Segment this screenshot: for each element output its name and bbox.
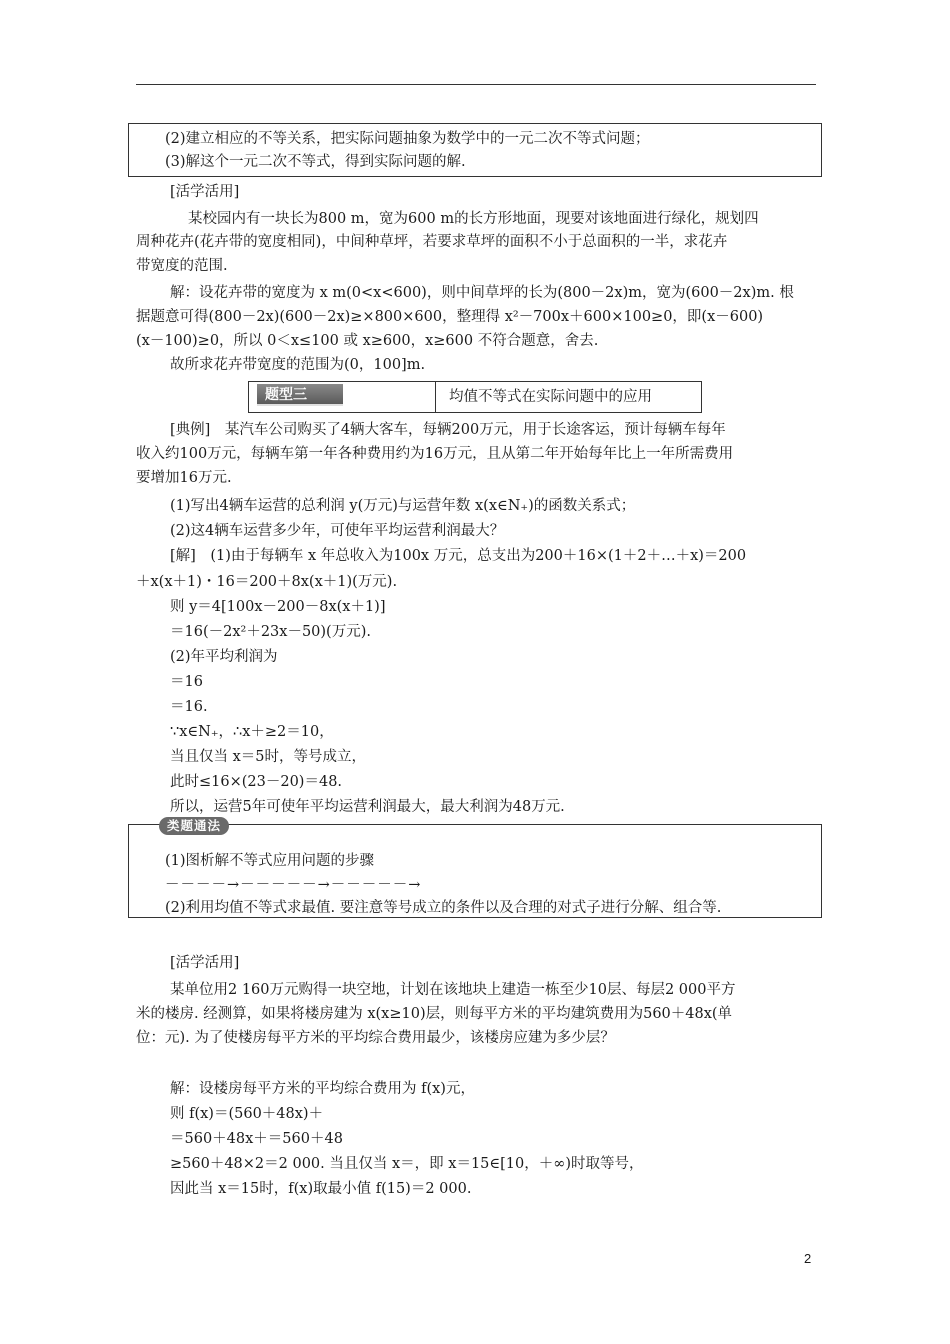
example-line: ＋x(x＋1)・16＝200＋8x(x＋1)(万元). <box>136 574 398 590</box>
summary-step-2: (2)建立相应的不等关系，把实际问题抽象为数学中的一元二次不等式问题； <box>165 131 650 147</box>
example-line: (1)写出4辆车运营的总利润 y(万元)与运营年数 x(x∈N₊)的函数关系式； <box>170 498 636 514</box>
practice-problem-line: 带宽度的范围. <box>136 258 228 274</box>
section-divider <box>435 382 436 412</box>
example-line: ＝16 <box>170 674 203 690</box>
practice-solution-line: (x－100)≥0，所以 0＜x≤100 或 x≥600，x≥600 不符合题意，舍去. <box>136 333 599 349</box>
method-tag: 类题通法 <box>159 817 229 835</box>
practice-solution-line: 解：设花卉带的宽度为 x m(0<x<600)，则中间草坪的长为(800－2x)m，宽为(600－2x)m. 根 <box>170 285 794 301</box>
example-line: ＝16(－2x²＋23x－50)(万元). <box>170 624 371 640</box>
practice-solution-line: 据题意可得(800－2x)(600－2x)≥×800×600，整理得 x²－700x＋600×100≥0，即(x－600) <box>136 309 764 325</box>
summary-step-3: (3)解这个一元二次不等式，得到实际问题的解. <box>165 154 466 170</box>
practice-header: [活学活用] <box>170 955 240 971</box>
section-title: 均值不等式在实际问题中的应用 <box>449 389 652 405</box>
example-line: [解] (1)由于每辆车 x 年总收入为100x 万元，总支出为200＋16×(1＋2＋…＋x)＝200 <box>170 548 747 564</box>
practice-solution-line: 解：设楼房每平方米的平均综合费用为 f(x)元， <box>170 1081 475 1097</box>
example-line: (2)这4辆车运营多少年，可使年平均运营利润最大？ <box>170 523 505 539</box>
example-line: 当且仅当 x＝5时，等号成立， <box>170 749 367 765</box>
practice-solution-line: ＝560＋48x＋＝560＋48 <box>170 1131 343 1147</box>
page-number: 2 <box>804 1251 812 1266</box>
practice-problem-line: 米的楼房. 经测算，如果将楼房建为 x(x≥10)层，则每平方米的平均建筑费用为560＋48x(单 <box>136 1006 733 1022</box>
example-line: (2)年平均利润为 <box>170 649 278 665</box>
header-rule <box>136 84 816 85</box>
method-arrow-line: －－－－→－－－－－→－－－－－→ <box>165 877 422 893</box>
example-line: 所以，运营5年可使年平均运营利润最大，最大利润为48万元. <box>170 799 565 815</box>
example-line: 此时≤16×(23－20)＝48. <box>170 774 343 790</box>
practice-problem-line: 某单位用2 160万元购得一块空地，计划在该地块上建造一栋至少10层、每层2 000平方 <box>170 982 736 998</box>
practice-solution-line: 因此当 x＝15时，f(x)取最小值 f(15)＝2 000. <box>170 1181 472 1197</box>
practice-solution-line: ≥560＋48×2＝2 000. 当且仅当 x＝，即 x＝15∈[10，＋∞)时取等号， <box>170 1156 644 1172</box>
practice-header: [活学活用] <box>170 184 240 200</box>
example-line: ∵x∈N₊，∴x＋≥2＝10， <box>170 724 334 740</box>
method-box <box>128 818 822 918</box>
practice-problem-line: 周种花卉(花卉带的宽度相同)，中间种草坪，若要求草坪的面积不小于总面积的一半，求花卉 <box>136 234 728 250</box>
example-line: 则 y＝4[100x－200－8x(x＋1)] <box>170 599 386 615</box>
practice-problem-line: 某校园内有一块长为800 m，宽为600 m的长方形地面，现要对该地面进行绿化，规划四 <box>188 211 759 227</box>
summary-box <box>128 123 822 177</box>
practice-solution-line: 故所求花卉带宽度的范围为(0，100]m. <box>170 357 426 373</box>
example-line: ＝16. <box>170 699 208 715</box>
section-heading <box>248 381 702 413</box>
method-line: (2)利用均值不等式求最值. 要注意等号成立的条件以及合理的对式子进行分解、组合等. <box>165 900 722 916</box>
example-line: 收入约100万元，每辆车第一年各种费用约为16万元，且从第二年开始每年比上一年所需费用 <box>136 446 734 462</box>
section-tag: 题型三 <box>257 384 343 406</box>
practice-solution-line: 则 f(x)＝(560＋48x)＋ <box>170 1106 324 1122</box>
method-line: (1)图析解不等式应用问题的步骤 <box>165 853 375 869</box>
example-line: 要增加16万元. <box>136 470 232 486</box>
example-line: [典例] 某汽车公司购买了4辆大客车，每辆200万元，用于长途客运，预计每辆车每年 <box>170 422 726 438</box>
practice-problem-line: 位：元). 为了使楼房每平方米的平均综合费用最少，该楼房应建为多少层？ <box>136 1030 615 1046</box>
